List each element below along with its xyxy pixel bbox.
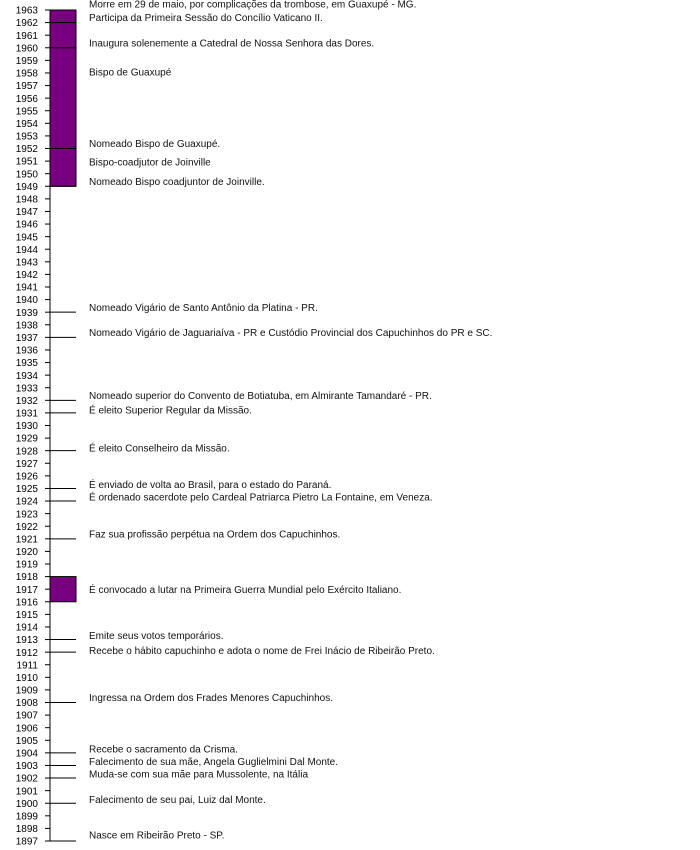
tick-label: 1911 bbox=[16, 660, 38, 672]
tick-label: 1949 bbox=[15, 181, 38, 193]
event-label: Nomeado Vigário de Santo Antônio da Platina - PR. bbox=[89, 302, 318, 314]
event-label: Muda-se com sua mãe para Mussolente, na Itália bbox=[89, 769, 308, 781]
tick-label: 1963 bbox=[15, 5, 38, 17]
tick-label: 1956 bbox=[15, 93, 38, 105]
tick-label: 1923 bbox=[15, 509, 38, 521]
tick-label: 1915 bbox=[15, 610, 38, 622]
tick-label: 1936 bbox=[15, 345, 38, 357]
event-label: Nomeado Vigário de Jaguariaíva - PR e Custódio Provincial dos Capuchinhos do PR e SC. bbox=[89, 328, 493, 340]
event-label: Bispo-coadjutor de Joinville bbox=[89, 157, 211, 169]
period-label: É convocado a lutar na Primeira Guerra Mundial pelo Exército Italiano. bbox=[89, 584, 402, 596]
tick-label: 1932 bbox=[15, 395, 38, 407]
tick-label: 1935 bbox=[15, 358, 38, 370]
tick-label: 1902 bbox=[15, 773, 38, 785]
tick-label: 1940 bbox=[15, 295, 38, 307]
event-label: Emite seus votos temporários. bbox=[89, 631, 224, 643]
tick-label: 1947 bbox=[15, 207, 38, 219]
event-label: Nomeado Bispo de Guaxupé. bbox=[89, 139, 221, 151]
tick-label: 1904 bbox=[15, 748, 38, 760]
tick-label: 1922 bbox=[15, 521, 38, 533]
tick-label: 1930 bbox=[15, 421, 38, 433]
tick-label: 1928 bbox=[15, 446, 38, 458]
tick-label: 1957 bbox=[15, 81, 38, 93]
tick-label: 1952 bbox=[15, 144, 38, 156]
tick-label: 1943 bbox=[15, 257, 38, 269]
tick-label: 1918 bbox=[15, 572, 38, 584]
tick-label: 1907 bbox=[15, 710, 38, 722]
event-label: Participa da Primeira Sessão do Concílio Vaticano II. bbox=[89, 13, 323, 25]
tick-label: 1941 bbox=[15, 282, 38, 294]
tick-label: 1961 bbox=[15, 30, 38, 42]
event-label: É eleito Superior Regular da Missão. bbox=[89, 405, 252, 417]
tick-label: 1913 bbox=[15, 635, 38, 647]
tick-label: 1944 bbox=[15, 244, 38, 256]
tick-label: 1908 bbox=[15, 698, 38, 710]
tick-label: 1926 bbox=[15, 471, 38, 483]
tick-label: 1931 bbox=[15, 408, 38, 420]
event-label: Inaugura solenemente a Catedral de Nossa Senhora das Dores. bbox=[89, 38, 375, 50]
tick-label: 1914 bbox=[15, 622, 38, 634]
tick-label: 1912 bbox=[15, 647, 38, 659]
tick-label: 1962 bbox=[15, 18, 38, 30]
tick-label: 1924 bbox=[15, 496, 38, 508]
tick-label: 1951 bbox=[15, 156, 38, 168]
tick-label: 1946 bbox=[15, 219, 38, 231]
period-bar bbox=[50, 10, 76, 186]
event-label: Nasce em Ribeirão Preto - SP. bbox=[89, 830, 225, 842]
tick-label: 1950 bbox=[15, 169, 38, 181]
event-label: Recebe o sacramento da Crisma. bbox=[89, 744, 238, 756]
event-label: Falecimento de seu pai, Luiz dal Monte. bbox=[89, 794, 266, 806]
tick-label: 1933 bbox=[15, 383, 38, 395]
tick-label: 1901 bbox=[15, 786, 38, 798]
tick-label: 1909 bbox=[15, 685, 38, 697]
period-bar bbox=[50, 577, 76, 602]
tick-label: 1906 bbox=[15, 723, 38, 735]
tick-label: 1954 bbox=[15, 118, 38, 130]
tick-label: 1934 bbox=[15, 370, 38, 382]
ticks-layer bbox=[16, 6, 50, 848]
tick-label: 1958 bbox=[15, 68, 38, 80]
event-label: Nomeado superior do Convento de Botiatuba, em Almirante Tamandaré - PR. bbox=[89, 390, 432, 402]
tick-label: 1960 bbox=[15, 43, 38, 55]
tick-label: 1959 bbox=[15, 56, 38, 68]
event-label: Faz sua profissão perpétua na Ordem dos Capuchinhos. bbox=[89, 529, 341, 541]
tick-label: 1939 bbox=[15, 307, 38, 319]
tick-label: 1900 bbox=[15, 798, 38, 810]
tick-label: 1927 bbox=[15, 458, 38, 470]
tick-label: 1898 bbox=[15, 824, 38, 836]
tick-label: 1899 bbox=[15, 811, 38, 823]
event-label: Morre em 29 de maio, por complicações da trombose, em Guaxupé - MG. bbox=[89, 0, 417, 11]
event-label: Recebe o hábito capuchinho e adota o nome de Frei Inácio de Ribeirão Preto. bbox=[89, 645, 435, 657]
tick-label: 1925 bbox=[15, 484, 38, 496]
tick-label: 1945 bbox=[15, 232, 38, 244]
tick-label: 1955 bbox=[15, 106, 38, 118]
event-label: Falecimento de sua mãe, Angela Guglielmini Dal Monte. bbox=[89, 757, 339, 769]
tick-label: 1937 bbox=[15, 333, 38, 345]
event-label: É eleito Conselheiro da Missão. bbox=[89, 443, 230, 455]
tick-label: 1942 bbox=[15, 270, 38, 282]
period-label: Bispo de Guaxupé bbox=[89, 67, 172, 79]
tick-label: 1910 bbox=[15, 672, 38, 684]
tick-label: 1929 bbox=[15, 433, 38, 445]
tick-label: 1903 bbox=[15, 761, 38, 773]
tick-label: 1917 bbox=[15, 584, 38, 596]
tick-label: 1919 bbox=[15, 559, 38, 571]
tick-label: 1905 bbox=[15, 735, 38, 747]
event-label: É enviado de volta ao Brasil, para o estado do Paraná. bbox=[89, 480, 332, 492]
tick-label: 1920 bbox=[15, 547, 38, 559]
event-label: É ordenado sacerdote pelo Cardeal Patriarca Pietro La Fontaine, em Veneza. bbox=[89, 492, 433, 504]
events-layer bbox=[50, 0, 492, 842]
tick-label: 1897 bbox=[15, 836, 38, 848]
tick-label: 1916 bbox=[15, 597, 38, 609]
tick-label: 1938 bbox=[15, 320, 38, 332]
tick-label: 1953 bbox=[15, 131, 38, 143]
tick-label: 1948 bbox=[15, 194, 38, 206]
event-label: Ingressa na Ordem dos Frades Menores Capuchinhos. bbox=[89, 693, 334, 705]
tick-label: 1921 bbox=[15, 534, 38, 546]
event-label: Nomeado Bispo coadjuntor de Joinville. bbox=[89, 176, 265, 188]
